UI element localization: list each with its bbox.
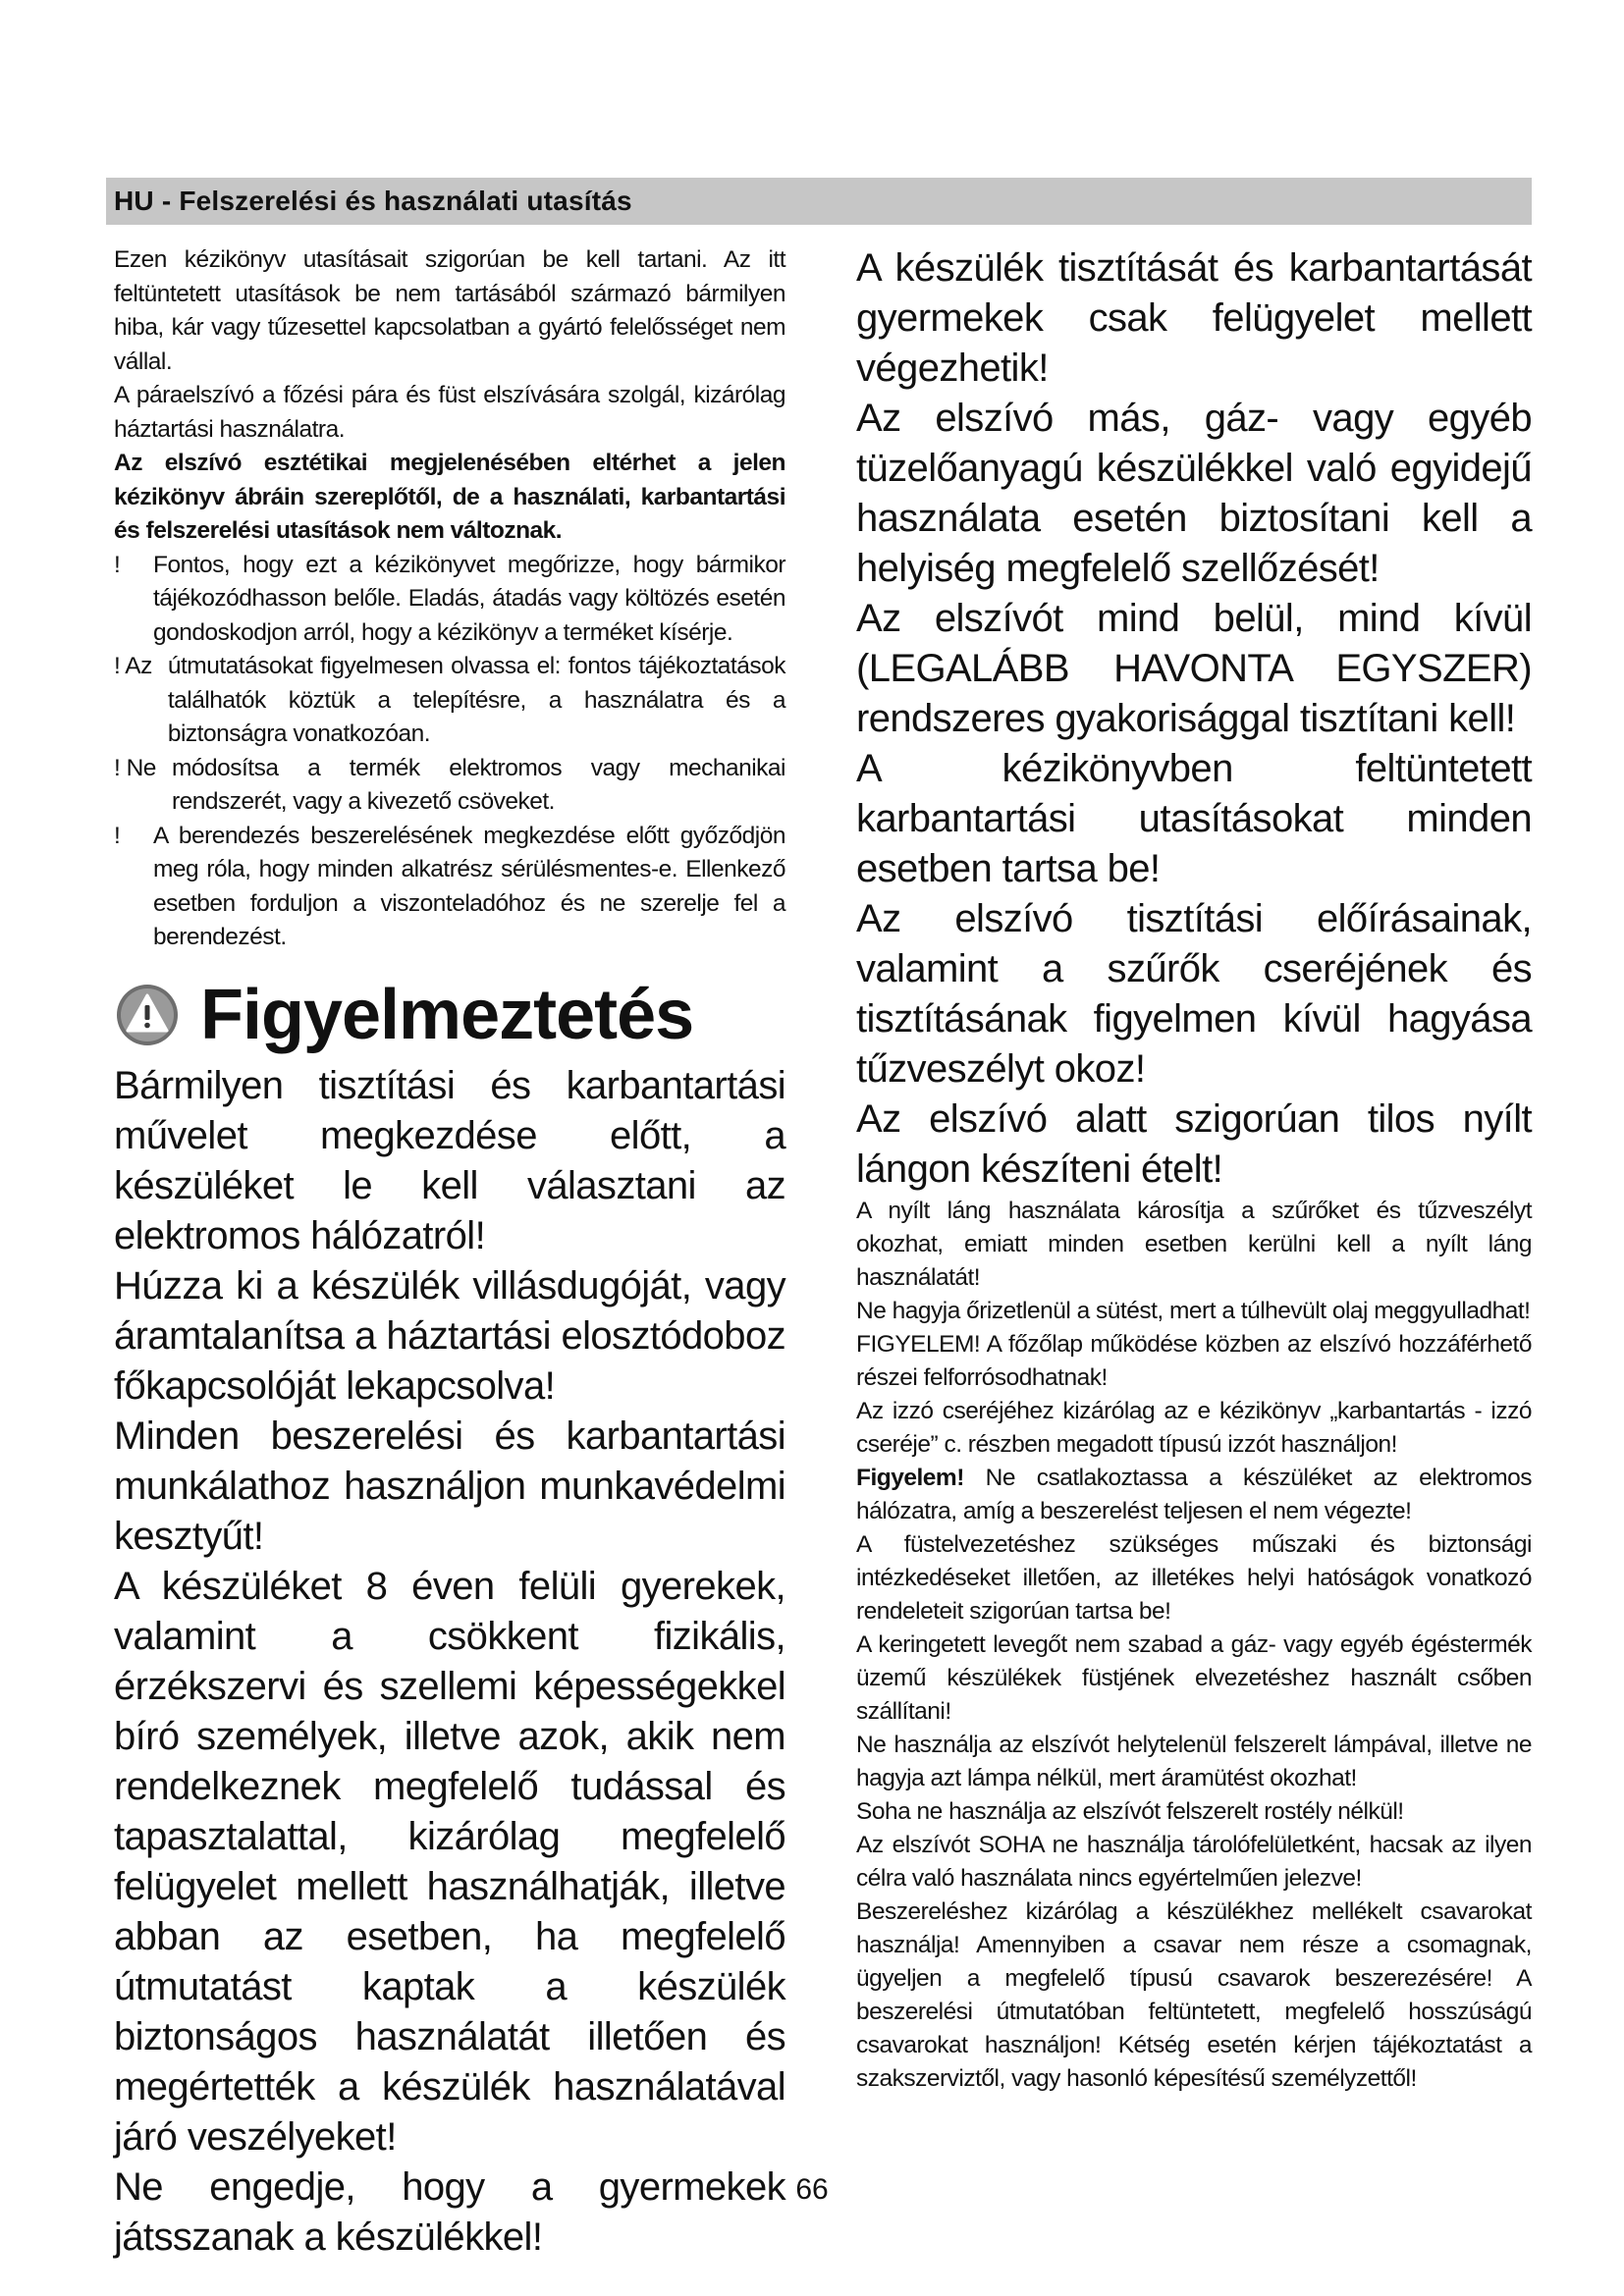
warning-paragraph: Minden beszerelési és karbantartási munkálathoz használjon munkavédelmi kesztyűt! bbox=[114, 1414, 785, 1558]
safety-note: A füstelvezetéshez szükséges műszaki és biztonsági intézkedéseket illetően, az illetékes helyi hatóságok vonatkozó rendeleteit szigorúan tartsa be! bbox=[856, 1531, 1532, 1625]
warning-heading: Figyelmeztetés bbox=[200, 975, 694, 1054]
safety-note: A keringetett levegőt nem szabad a gáz- vagy egyéb égéstermék üzemű készülékek füstjének elvezetéshez használt csőben szállítani! bbox=[856, 1631, 1532, 1725]
safety-note: Beszereléshez kizárólag a készülékhez mellékelt csavarokat használja! Amennyiben a csavar nem része a csomagnak, ügyeljen a megfelelő típusú csavarok beszerezésére! A beszerelési útmutatóban feltüntetett, megfelelő hosszúságú csavarokat használjon! Kétség esetén kérjen tájékoztatást a szakszerviztől, vagy hasonló képesítésű személyzettől! bbox=[856, 1898, 1532, 2092]
safety-note bbox=[856, 1462, 1532, 1528]
warning-paragraph: Bármilyen tisztítási és karbantartási művelet megkezdése előtt, a készüléket le kell választani az elektromos hálózatról! bbox=[114, 1063, 785, 1257]
safety-paragraph: Az elszívó tisztítási előírásainak, valamint a szűrők cseréjének és tisztításának figyelmen kívül hagyása tűzveszélyt okoz! bbox=[856, 897, 1532, 1091]
safety-note: Ne használja az elszívót helytelenül felszerelt lámpával, illetve ne hagyja azt lámpa nélkül, mert áramütést okozhat! bbox=[856, 1732, 1532, 1791]
bullet-item bbox=[114, 820, 785, 955]
intro-paragraph: Ezen kézikönyv utasításait szigorúan be kell tartani. Az itt feltüntetett utasítások be nem tartásából származó bármilyen hiba, kár vagy tűzesettel kapcsolatban a gyártó felelősséget nem vállal. bbox=[114, 246, 785, 375]
safety-note: A nyílt láng használata károsítja a szűrőket és tűzveszélyt okozhat, emiatt minden esetben kerülni kell a nyílt láng használatát! bbox=[856, 1198, 1532, 1291]
bullet-mark: ! bbox=[114, 822, 121, 849]
bullet-text: útmutatásokat figyelmesen olvassa el: fontos tájékoztatások találhatók köztük a telepítésre, a használatra és a biztonságra vonatkozóan. bbox=[167, 653, 785, 747]
warning-title-row bbox=[114, 971, 785, 1059]
bullet-mark: ! bbox=[114, 551, 121, 578]
appearance-note: Az elszívó esztétikai megjelenésében eltérhet a jelen kézikönyv ábráin szereplőtől, de a használati, karbantartási és felszerelési utasítások nem változnak. bbox=[114, 450, 785, 544]
safety-paragraph: A kézikönyvben feltüntetett karbantartási utasításokat minden esetben tartsa be! bbox=[856, 747, 1532, 890]
warning-paragraph: Húzza ki a készülék villásdugóját, vagy áramtalanítsa a háztartási elosztódoboz főkapcsolóját lekapcsolva! bbox=[114, 1263, 785, 1408]
safety-note: FIGYELEM! A főzőlap működése közben az elszívó hozzáférhető részei felforrósodhatnak! bbox=[856, 1331, 1532, 1391]
bullet-item bbox=[114, 752, 785, 820]
safety-paragraph: A készülék tisztítását és karbantartását gyermekek csak felügyelet mellett végezhetik! bbox=[856, 246, 1532, 390]
bullet-text: Fontos, hogy ezt a kézikönyvet megőrizze, hogy bármikor tájékozódhasson belőle. Eladás, átadás vagy költözés esetén gondoskodjon arról, hogy a kézikönyv a terméket kísérje. bbox=[153, 551, 785, 646]
warning-paragraph: Ne engedje, hogy a gyermekek játsszanak a készülékkel! bbox=[114, 2164, 785, 2259]
bullet-text: A berendezés beszerelésének megkezdése előtt győződjön meg róla, hogy minden alkatrész sérülésmentes-e. Ellenkező esetben forduljon a viszonteladóhoz és ne szerelje fel a berendezést. bbox=[153, 822, 785, 950]
warning-paragraph: A készüléket 8 éven felüli gyerekek, valamint a csökkent fizikális, érzékszervi és szellemi képességekkel bíró személyek, illetve azok, akik nem rendelkeznek megfelelő tudással és tapasztalattal, kizárólag megfelelő felügyelet mellett használhatják, illetve abban az esetben, ha megfelelő útmutatást kaptak a készülék biztonságos használatát illetően és megértették a készülék használatával járó veszélyeket! bbox=[114, 1564, 785, 2159]
note-text: Ne csatlakoztassa a készüléket az elektromos hálózatra, amíg a beszerelést teljesen el nem végezte! bbox=[856, 1465, 1532, 1524]
bullet-mark: ! Ne bbox=[114, 754, 156, 781]
safety-paragraph: Az elszívó más, gáz- vagy egyéb tüzelőanyagú készülékkel való egyidejű használata esetén biztosítani kell a helyiség megfelelő szellőzését! bbox=[856, 397, 1532, 590]
page-number: 66 bbox=[795, 2173, 829, 2206]
safety-paragraph: Az elszívót mind belül, mind kívül (LEGALÁBB HAVONTA EGYSZER) rendszeres gyakorisággal tisztítani kell! bbox=[856, 597, 1532, 740]
warning-triangle-icon bbox=[116, 984, 179, 1046]
left-column bbox=[114, 243, 785, 2263]
safety-paragraph: Az elszívó alatt szigorúan tilos nyílt lángon készíteni ételt! bbox=[856, 1097, 1532, 1191]
safety-note: Soha ne használja az elszívót felszerelt rostély nélkül! bbox=[856, 1798, 1404, 1825]
safety-note: Ne hagyja őrizetlenül a sütést, mert a túlhevült olaj meggyulladhat! bbox=[856, 1298, 1531, 1324]
safety-note: Az elszívót SOHA ne használja tárolófelületként, hacsak az ilyen célra való használata nincs egyértelműen jelezve! bbox=[856, 1832, 1532, 1892]
section-header: HU - Felszerelési és használati utasítás bbox=[106, 178, 1532, 225]
bullet-text: módosítsa a termék elektromos vagy mechanikai rendszerét, vagy a kivezető csöveket. bbox=[171, 754, 785, 815]
right-column bbox=[856, 243, 1532, 2096]
bullet-mark: ! Az bbox=[114, 653, 152, 679]
bullet-item bbox=[114, 549, 785, 651]
note-lead: Figyelem! bbox=[856, 1465, 964, 1491]
safety-note: Az izzó cseréjéhez kizárólag az e kézikönyv „karbantartás - izzó cseréje” c. részben megadott típusú izzót használjon! bbox=[856, 1398, 1532, 1458]
intro-paragraph: A páraelszívó a főzési pára és füst elszívására szolgál, kizárólag háztartási használatra. bbox=[114, 382, 785, 443]
bullet-item bbox=[114, 650, 785, 752]
